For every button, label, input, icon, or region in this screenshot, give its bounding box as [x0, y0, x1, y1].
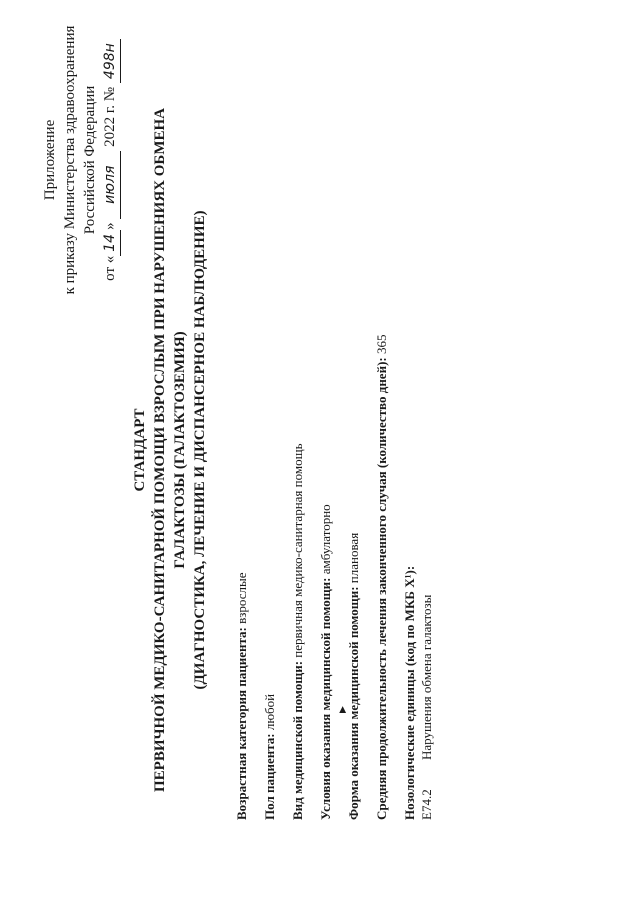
appendix-title: Приложение [42, 119, 58, 201]
field-value: любой [262, 693, 277, 734]
appendix-block [40, 25, 121, 295]
icd-code: E74.2 [419, 789, 434, 820]
field-value: амбулаторно [318, 504, 333, 578]
appendix-date-line [100, 25, 121, 295]
field-care-conditions [312, 20, 340, 820]
field-sex [256, 20, 284, 820]
scan-mark-icon: ▶ [337, 706, 347, 713]
field-label: Форма оказания медицинской помощи: [346, 586, 361, 820]
field-value: 365 [374, 334, 389, 358]
date-year: 2022 г. № [102, 86, 118, 147]
date-month: июля [100, 151, 121, 219]
field-care-form [337, 20, 368, 820]
field-label: Вид медицинской помощи: [290, 660, 305, 820]
date-mid: » [102, 222, 118, 230]
title-line-1: ПЕРВИЧНОЙ МЕДИКО-САНИТАРНОЙ ПОМОЩИ ВЗРОСЛЫМ ПРИ НАРУШЕНИЯХ ОБМЕНА [152, 107, 168, 793]
appendix-ministry-line: Российской Федерации [82, 85, 98, 235]
date-day: 14 [100, 230, 121, 256]
field-label: Пол пациента: [262, 733, 277, 820]
title-line-3: (ДИАГНОСТИКА, ЛЕЧЕНИЕ И ДИСПАНСЕРНОЕ НАБЛЮДЕНИЕ) [192, 210, 208, 690]
order-number: 498н [100, 39, 121, 83]
field-treatment-duration [368, 20, 396, 820]
field-care-type [284, 20, 312, 820]
field-age-category [228, 20, 256, 820]
title-heading: СТАНДАРТ [132, 408, 148, 492]
icd-name: Нарушения обмена галактозы [419, 594, 434, 760]
title-line-2: ГАЛАКТОЗЫ (ГАЛАКТОЗЕМИЯ) [172, 331, 188, 569]
field-label: Возрастная категория пациента: [234, 627, 249, 820]
field-label: Условия оказания медицинской помощи: [318, 577, 333, 820]
date-prefix: от « [102, 255, 118, 281]
field-value: первичная медико-санитарная помощь [290, 443, 305, 661]
field-value: взрослые [234, 572, 249, 628]
standard-fields [228, 20, 424, 820]
field-label: Средняя продолжительность лечения законченного случая (количество дней): [374, 357, 389, 820]
nosology-code-row [419, 595, 435, 820]
field-value: плановая [346, 532, 361, 587]
standard-title [130, 35, 210, 865]
field-label: Нозологические единицы (код по МКБ X¹): [402, 565, 417, 820]
appendix-order-line: к приказу Министерства здравоохранения [62, 25, 78, 295]
